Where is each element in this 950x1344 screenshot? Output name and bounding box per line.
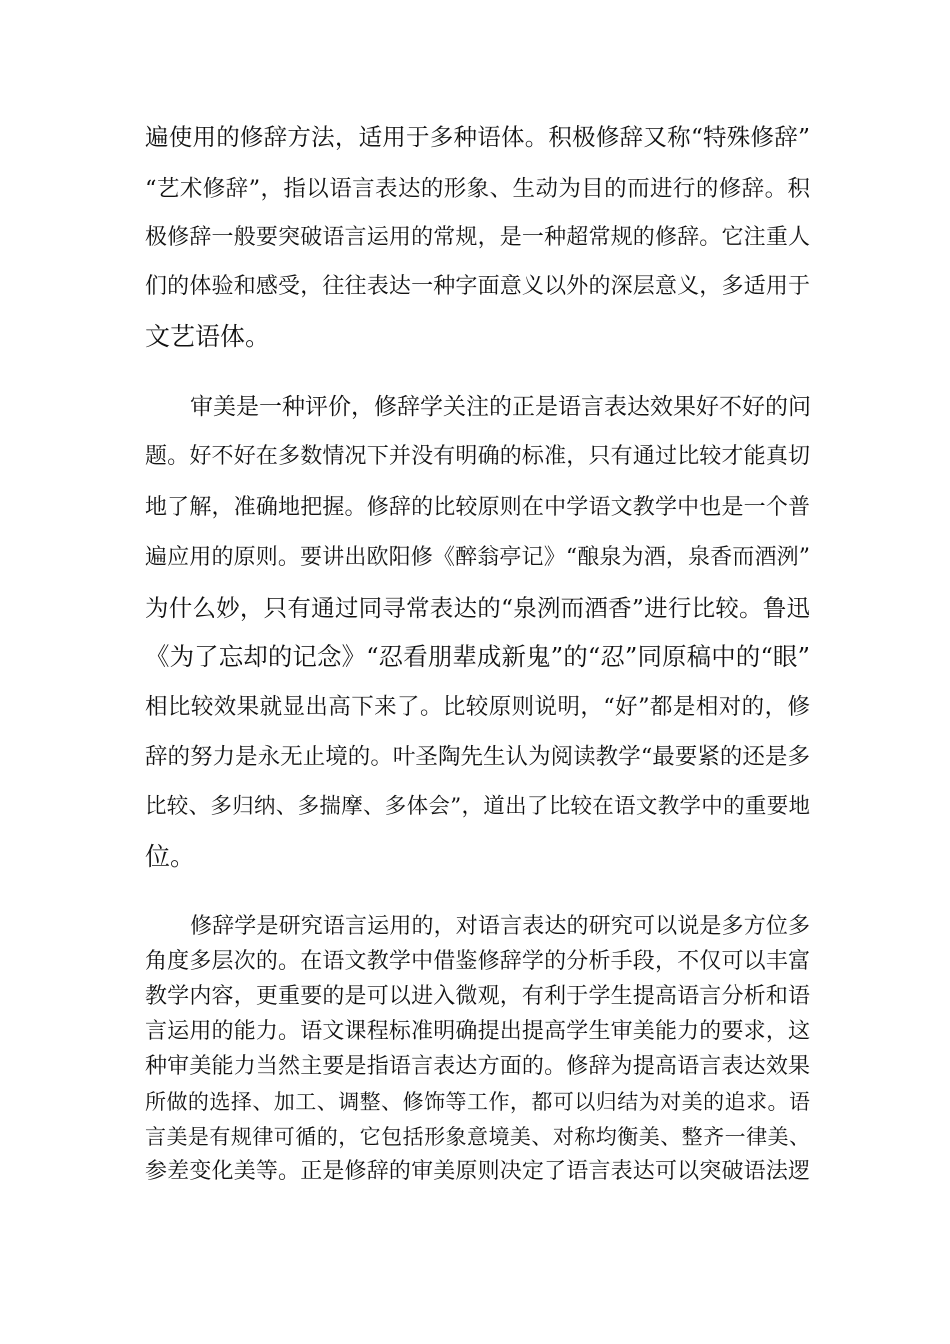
text-line: 遍应用的原则。要讲出欧阳修《醉翁亭记》“酿泉为酒，泉香而酒洌” [145, 545, 810, 570]
text-line: 遍使用的修辞方法，适用于多种语体。积极修辞又称“特殊修辞” [145, 123, 810, 151]
text-line: 比较、多归纳、多揣摩、多体会”，道出了比较在语文教学中的重要地 [145, 794, 810, 819]
text-line: 极修辞一般要突破语言运用的常规，是一种超常规的修辞。它注重人 [145, 225, 810, 250]
text-line: 《为了忘却的记念》“忍看朋辈成新鬼”的“忍”同原稿中的“眼” [145, 642, 810, 671]
text-line: 种审美能力当然主要是指语言表达方面的。修辞为提高语言表达效果 [145, 1054, 810, 1079]
text-line: 所做的选择、加工、调整、修饰等工作，都可以归结为对美的追求。语 [145, 1090, 810, 1114]
text-line: 文艺语体。 [145, 322, 271, 351]
text-line: 相比较效果就显出高下来了。比较原则说明，“好”都是相对的，修 [145, 694, 810, 720]
text-line: 地了解，准确地把握。修辞的比较原则在中学语文教学中也是一个普 [145, 495, 810, 520]
text-line: 修辞学是研究语言运用的，对语言表达的研究可以说是多方位多 [190, 914, 810, 939]
text-line: 们的体验和感受，往往表达一种字面意义以外的深层意义，多适用于 [145, 274, 810, 299]
text-line: 位。 [145, 842, 196, 871]
text-line: “艺术修辞”，指以语言表达的形象、生动为目的而进行的修辞。积 [145, 176, 810, 202]
text-line: 辞的努力是永无止境的。叶圣陶先生认为阅读教学“最要紧的还是多 [145, 744, 810, 770]
text-line: 角度多层次的。在语文教学中借鉴修辞学的分析手段，不仅可以丰富 [145, 949, 810, 974]
text-line: 言运用的能力。语文课程标准明确提出提高学生审美能力的要求，这 [145, 1019, 810, 1044]
text-line: 言美是有规律可循的，它包括形象意境美、对称均衡美、整齐一律美、 [145, 1125, 810, 1149]
text-line: 参差变化美等。正是修辞的审美原则决定了语言表达可以突破语法逻 [145, 1159, 810, 1184]
text-line: 题。好不好在多数情况下并没有明确的标准，只有通过比较才能真切 [145, 444, 810, 469]
text-line: 为什么妙，只有通过同寻常表达的“泉洌而酒香”进行比较。鲁迅 [145, 594, 810, 622]
text-line: 教学内容，更重要的是可以进入微观，有利于学生提高语言分析和语 [145, 984, 810, 1009]
text-line: 审美是一种评价，修辞学关注的正是语言表达效果好不好的问 [190, 394, 811, 420]
